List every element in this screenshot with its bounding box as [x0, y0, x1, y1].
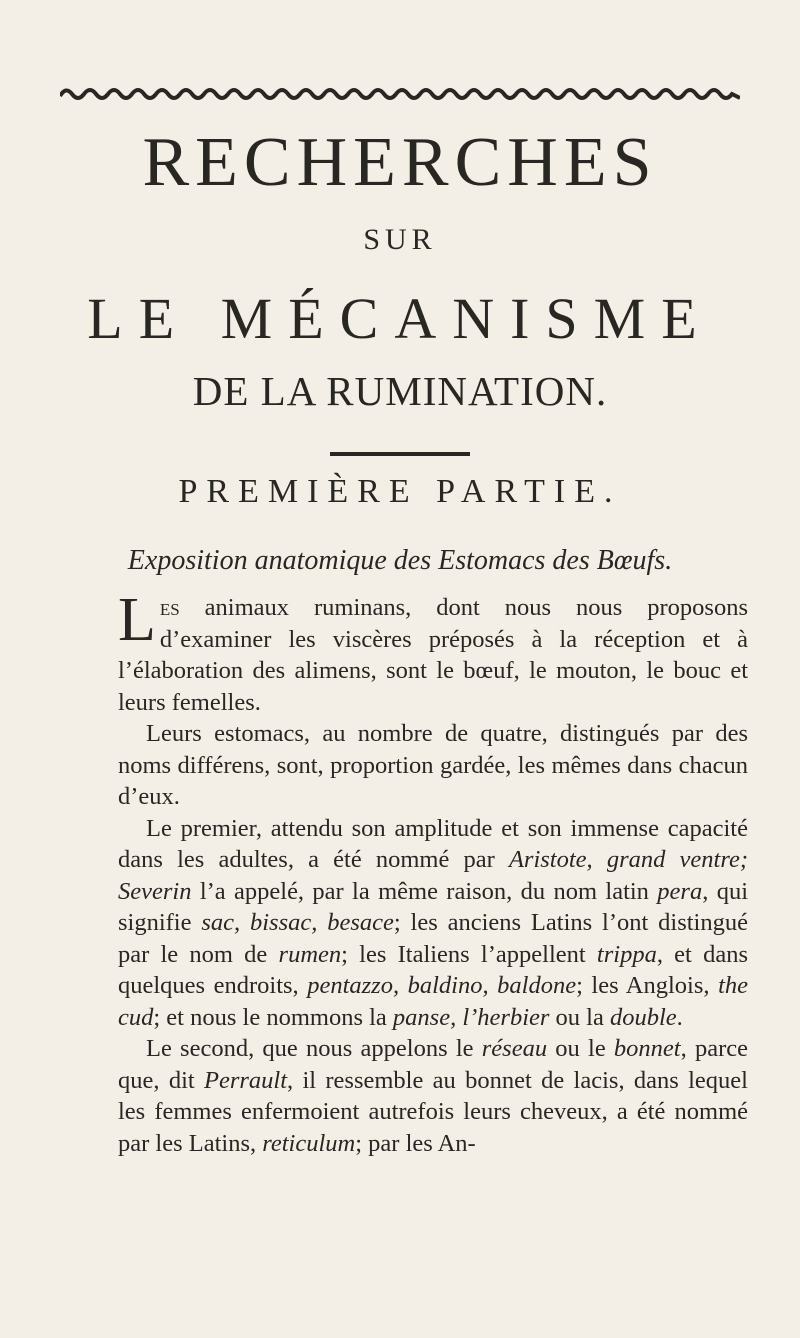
italic-run: sac, bissac, besace — [201, 909, 394, 936]
italic-run: reticulum — [262, 1129, 356, 1157]
decorative-ornament-border — [60, 82, 740, 104]
italic-run: réseau — [481, 1035, 548, 1062]
text-run: ; les anciens Latins l’ont distingué par le nom de — [118, 909, 748, 968]
text-run: . — [676, 1003, 683, 1031]
italic-run: bonnet — [613, 1035, 681, 1062]
paragraph-text: animaux ruminans, dont nous nous proposons d’examiner les viscères préposés à la réception et à l’élaboration des alimens, sont le bœuf, le mouton, le bouc et leurs femelles. — [118, 594, 748, 716]
italic-run: double — [609, 1003, 677, 1031]
title-sur: SUR — [363, 223, 437, 256]
text-run: , parce que, dit — [118, 1035, 748, 1094]
italic-run: rumen — [278, 940, 342, 968]
section-subtitle: Exposition anatomique des Estomacs des Bœufs. — [127, 545, 673, 576]
italic-run: trippa — [596, 940, 657, 968]
italic-run: panse, l’herbier — [392, 1003, 550, 1031]
paragraph-2: Leurs estomacs, au nombre de quatre, distingués par des noms différens, sont, proportion gardée, les mêmes dans chacun d’eux. — [118, 720, 748, 810]
text-run: Le premier, attendu son amplitude et son immense capacité dans les adultes, a été nommé par — [118, 814, 748, 873]
part-heading: PREMIÈRE PARTIE. — [178, 473, 622, 510]
text-run: l’a appelé, par la même raison, du nom latin — [191, 877, 658, 905]
text-run: , qui signifie — [118, 877, 749, 936]
text-run: ; les Italiens l’appellent — [341, 940, 597, 968]
paragraph-4 — [118, 1033, 748, 1159]
text-run: , il ressemble au bonnet de lacis, dans lequel les femmes enfermoient autrefois leurs cheveux, a été nommé par les Latins, — [118, 1066, 748, 1157]
italic-run: pera — [657, 877, 703, 905]
italic-run: the cud — [118, 972, 748, 1031]
paragraph-3 — [118, 813, 748, 1034]
italic-run: pentazzo, baldino, baldone — [307, 972, 577, 999]
drop-cap: L — [118, 586, 156, 654]
title-recherches: RECHERCHES — [142, 124, 658, 201]
text-run: ; et nous le nommons la — [153, 1003, 393, 1031]
italic-run: Aristote, grand ventre; Severin — [118, 846, 748, 905]
italic-run: Perrault — [204, 1066, 288, 1094]
title-le-mecanisme: LE MÉCANISME — [87, 286, 713, 351]
text-run: Le second, que nous appelons le — [146, 1035, 482, 1062]
text-run: ou la — [549, 1003, 610, 1031]
body-text — [118, 586, 749, 1159]
text-run: ; les Anglois, — [576, 972, 719, 999]
section-rule — [330, 452, 470, 456]
text-run: ou le — [547, 1035, 614, 1062]
title-de-la-rumination: DE LA RUMINATION. — [192, 368, 608, 414]
text-run: ; par les An- — [355, 1129, 476, 1157]
paragraph-1 — [118, 586, 748, 718]
small-caps-text: es — [159, 594, 180, 621]
text-run: , et dans quelques endroits, — [118, 940, 748, 999]
